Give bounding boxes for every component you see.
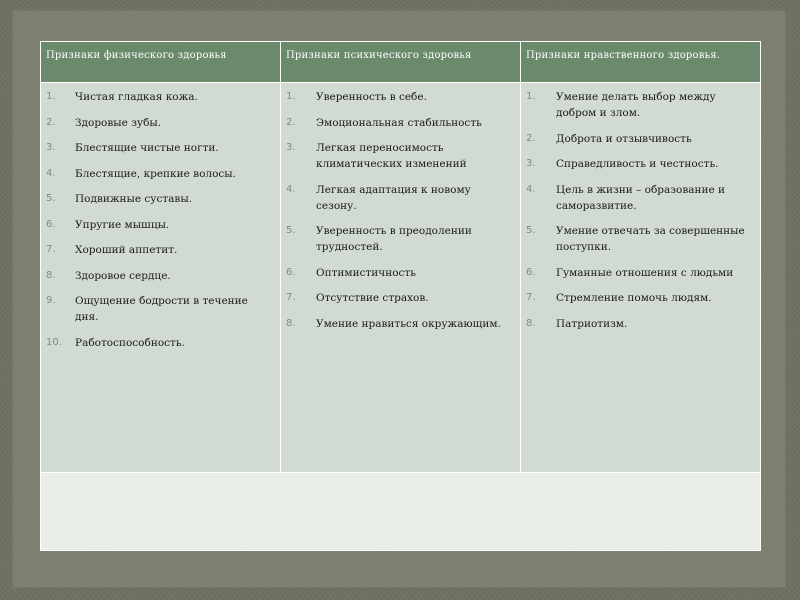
list-item — [281, 290, 520, 306]
physical-health-cell — [41, 83, 281, 472]
list-item-text: Упругие мышцы. — [75, 218, 170, 231]
list-item-text: Уверенность в преодолении трудностей. — [316, 225, 472, 253]
list-item-text: Легкая переносимость климатических изменений — [316, 142, 467, 170]
moral-health-cell — [521, 83, 760, 472]
list-item-text: Справедливость и честность. — [556, 158, 719, 170]
list-item-text: Цель в жизни – образование и саморазвитие. — [556, 183, 726, 212]
list-item-number: 1. — [286, 91, 296, 102]
list-item-number: 8. — [46, 269, 56, 281]
list-item — [521, 182, 760, 214]
list-item-text: Здоровое сердце. — [75, 269, 171, 282]
list-item-number: 4. — [286, 183, 296, 195]
list-item — [41, 166, 280, 182]
list-item-number: 2. — [46, 116, 56, 128]
list-item-number: 5. — [526, 225, 536, 236]
physical-health-list — [41, 89, 280, 351]
list-item — [41, 242, 280, 258]
list-item — [41, 217, 280, 233]
list-item — [521, 316, 760, 332]
list-item-number: 4. — [46, 167, 56, 179]
list-item-text: Доброта и отзывчивость — [556, 132, 692, 145]
list-item-text: Уверенность в себе. — [316, 91, 427, 103]
list-item — [521, 89, 760, 121]
table-header-row — [41, 42, 760, 82]
list-item — [41, 115, 280, 131]
list-item-text: Эмоциональная стабильность — [316, 116, 482, 129]
list-item — [521, 223, 760, 255]
list-item-number: 9. — [46, 295, 56, 306]
header-mental-health: Признаки психического здоровья — [281, 42, 521, 82]
list-item-number: 3. — [526, 158, 536, 169]
list-item — [281, 265, 520, 281]
list-item-text: Отсутствие страхов. — [316, 292, 429, 304]
list-item-text: Легкая адаптация к новому сезону. — [316, 183, 471, 212]
list-item — [521, 131, 760, 147]
list-item-text: Блестящие, крепкие волосы. — [75, 167, 236, 180]
list-item — [41, 293, 280, 325]
header-physical-health: Признаки физического здоровья — [41, 42, 281, 82]
list-item-text: Умение нравиться окружающим. — [316, 317, 501, 330]
moral-health-list — [521, 89, 760, 332]
list-item-text: Гуманные отношения с людьми — [556, 266, 734, 279]
list-item-number: 8. — [526, 317, 536, 329]
list-item-text: Патриотизм. — [556, 317, 628, 330]
mental-health-list — [281, 89, 520, 332]
list-item-number: 4. — [526, 183, 536, 195]
list-item — [41, 191, 280, 207]
list-item-text: Умение отвечать за совершенные поступки. — [556, 225, 745, 253]
list-item-text: Здоровые зубы. — [75, 116, 162, 129]
list-item-text: Работоспособность. — [75, 336, 185, 349]
list-item-number: 1. — [526, 91, 536, 102]
list-item-number: 1. — [46, 91, 56, 102]
list-item-text: Оптимистичность — [316, 266, 416, 279]
list-item-number: 8. — [286, 317, 296, 329]
list-item-number: 7. — [526, 292, 536, 303]
list-item-number: 2. — [526, 132, 536, 144]
list-item — [281, 89, 520, 105]
list-item — [281, 140, 520, 172]
list-item-number: 3. — [286, 142, 296, 153]
mental-health-cell — [281, 83, 521, 472]
list-item-text: Умение делать выбор между добром и злом. — [556, 91, 716, 119]
list-item-number: 6. — [286, 266, 296, 278]
health-signs-table — [40, 41, 761, 551]
list-item-text: Ощущение бодрости в течение дня. — [75, 295, 248, 323]
list-item — [281, 115, 520, 131]
list-item-text: Чистая гладкая кожа. — [75, 91, 198, 103]
list-item — [521, 265, 760, 281]
list-item — [521, 290, 760, 306]
list-item-number: 5. — [286, 225, 296, 236]
list-item-number: 2. — [286, 116, 296, 128]
list-item-number: 10. — [46, 336, 62, 348]
table-empty-row — [41, 473, 760, 550]
list-item — [281, 182, 520, 214]
list-item — [521, 156, 760, 172]
table-body-row — [41, 83, 760, 472]
list-item-number: 3. — [46, 142, 56, 153]
list-item-text: Стремление помочь людям. — [556, 292, 712, 304]
list-item — [281, 223, 520, 255]
list-item — [41, 335, 280, 351]
list-item — [41, 89, 280, 105]
header-moral-health: Признаки нравственного здоровья. — [521, 42, 760, 82]
list-item — [41, 268, 280, 284]
list-item-number: 6. — [46, 218, 56, 230]
list-item-text: Блестящие чистые ногти. — [75, 142, 219, 154]
list-item-text: Хороший аппетит. — [75, 244, 178, 256]
list-item-number: 7. — [46, 244, 56, 255]
list-item — [41, 140, 280, 156]
list-item — [281, 316, 520, 332]
list-item-number: 6. — [526, 266, 536, 278]
list-item-number: 5. — [46, 193, 56, 204]
list-item-number: 7. — [286, 292, 296, 303]
list-item-text: Подвижные суставы. — [75, 193, 193, 205]
